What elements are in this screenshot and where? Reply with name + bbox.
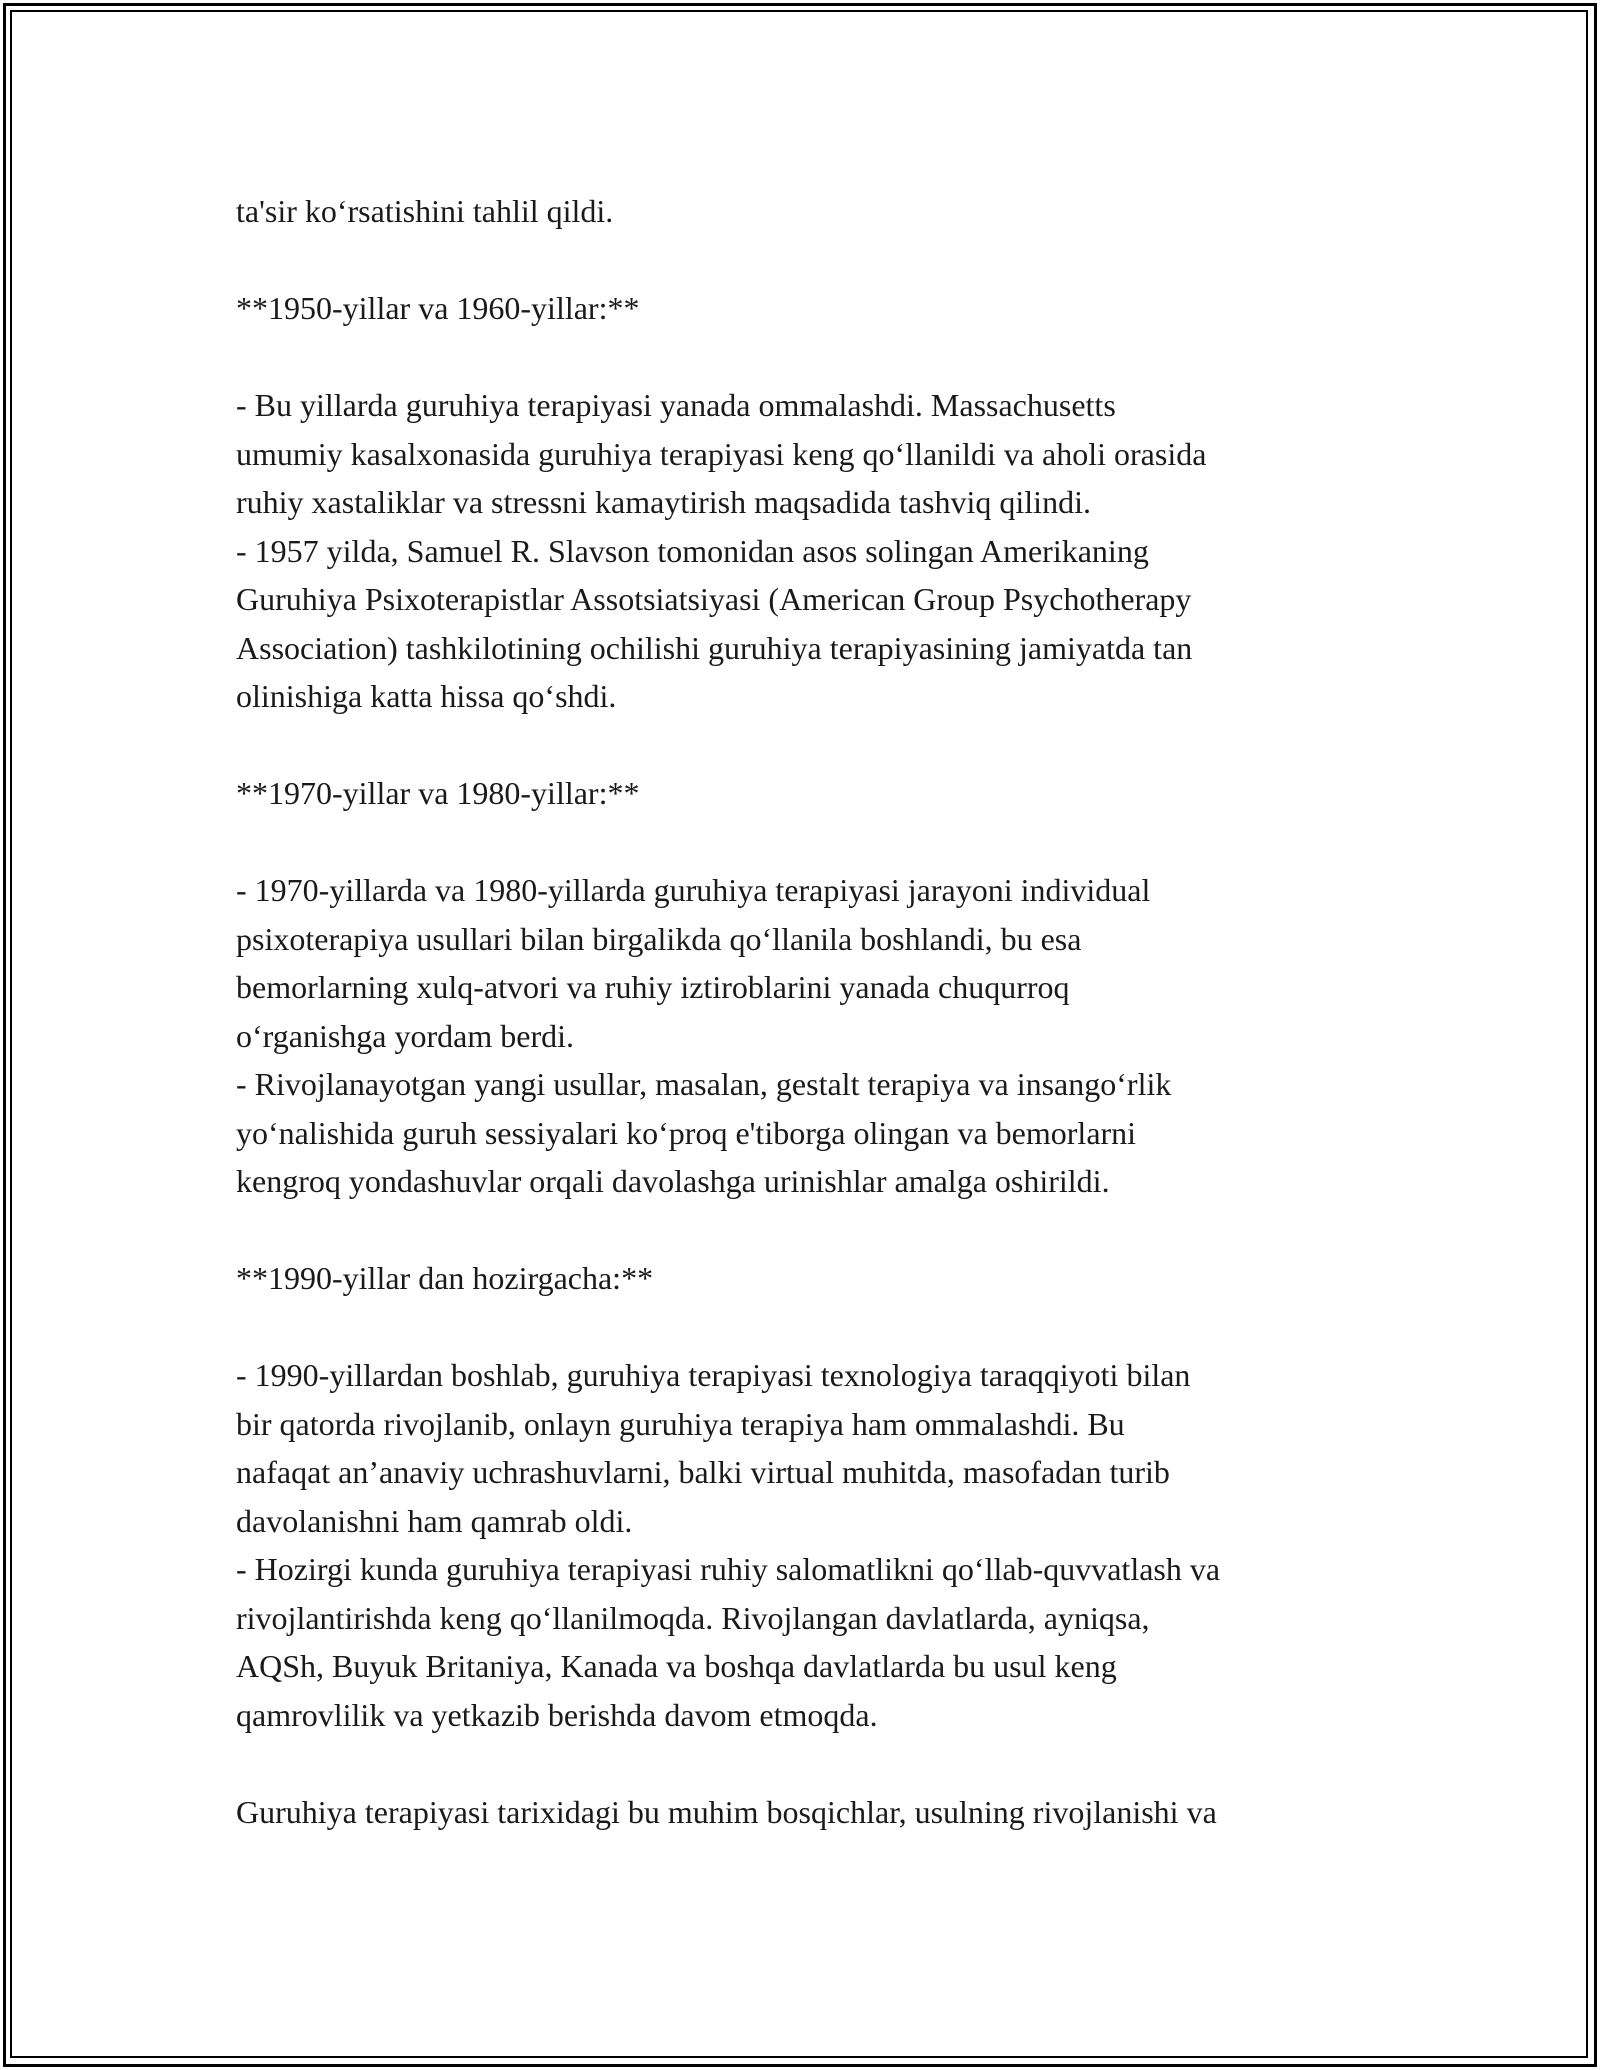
paragraph-line: nafaqat an’anaviy uchrashuvlarni, balki virtual muhitda, masofadan turib bbox=[236, 1454, 1170, 1490]
section-heading: **1950-yillar va 1960-yillar:** bbox=[236, 290, 640, 326]
paragraph-line: o‘rganishga yordam berdi. bbox=[236, 1017, 574, 1054]
paragraph-line: bemorlarning xulq-atvori va ruhiy iztiroblarini yanada chuqurroq bbox=[236, 969, 1070, 1005]
paragraph-line: Association) tashkilotining ochilishi guruhiya terapiyasining jamiyatda tan bbox=[236, 629, 1193, 666]
spacer bbox=[236, 1739, 1416, 1788]
paragraph-line: olinishiga katta hissa qo‘shdi. bbox=[236, 678, 617, 714]
spacer bbox=[236, 1303, 1416, 1352]
paragraph-line: umumiy kasalxonasida guruhiya terapiyasi keng qo‘llanildi va aholi orasida bbox=[236, 435, 1207, 472]
paragraph-line: davolanishni ham qamrab oldi. bbox=[236, 1502, 633, 1539]
paragraph-line: - Bu yillarda guruhiya terapiyasi yanada ommalashdi. Massachusetts bbox=[236, 387, 1116, 423]
paragraph-line: AQSh, Buyuk Britaniya, Kanada va boshqa davlatlarda bu usul keng bbox=[236, 1648, 1117, 1684]
paragraph-line: yo‘nalishida guruh sessiyalari ko‘proq e'tiborga olingan va bemorlarni bbox=[236, 1114, 1137, 1151]
paragraph-line: qamrovlilik va yetkazib berishda davom etmoqda. bbox=[236, 1696, 878, 1733]
spacer bbox=[236, 1206, 1416, 1255]
spacer bbox=[236, 818, 1416, 867]
paragraph-line: Guruhiya Psixoterapistlar Assotsiatsiyasi (American Group Psychotherapy bbox=[236, 581, 1192, 617]
paragraph-line: rivojlantirishda keng qo‘llanilmoqda. Rivojlangan davlatlarda, ayniqsa, bbox=[236, 1599, 1150, 1636]
paragraph-line: kengroq yondashuvlar orqali davolashga urinishlar amalga oshirildi. bbox=[236, 1163, 1110, 1199]
closing-line: Guruhiya terapiyasi tarixidagi bu muhim bosqichlar, usulning rivojlanishi va bbox=[236, 1793, 1217, 1830]
paragraph-line: - Hozirgi kunda guruhiya terapiyasi ruhiy salomatlikni qo‘llab-quvvatlash va bbox=[236, 1551, 1221, 1587]
paragraph-line: - 1970-yillarda va 1980-yillarda guruhiya terapiyasi jarayoni individual bbox=[236, 872, 1151, 908]
spacer bbox=[236, 236, 1416, 285]
spacer bbox=[236, 333, 1416, 382]
section-heading: **1970-yillar va 1980-yillar:** bbox=[236, 775, 640, 811]
paragraph-line: - 1957 yilda, Samuel R. Slavson tomonidan asos solingan Amerikaning bbox=[236, 532, 1149, 569]
paragraph-line: - Rivojlanayotgan yangi usullar, masalan, gestalt terapiya va insango‘rlik bbox=[236, 1066, 1172, 1102]
intro-line: ta'sir ko‘rsatishini tahlil qildi. bbox=[236, 193, 614, 229]
spacer bbox=[236, 721, 1416, 770]
paragraph-line: psixoterapiya usullari bilan birgalikda qo‘llanila boshlandi, bu esa bbox=[236, 920, 1082, 957]
paragraph-line: bir qatorda rivojlanib, onlayn guruhiya terapiya ham ommalashdi. Bu bbox=[236, 1405, 1125, 1442]
paragraph-line: - 1990-yillardan boshlab, guruhiya terapiyasi texnologiya taraqqiyoti bilan bbox=[236, 1357, 1191, 1393]
paragraph-line: ruhiy xastaliklar va stressni kamaytirish maqsadida tashviq qilindi. bbox=[236, 484, 1091, 520]
document-body bbox=[236, 187, 1416, 1836]
section-heading: **1990-yillar dan hozirgacha:** bbox=[236, 1260, 654, 1296]
